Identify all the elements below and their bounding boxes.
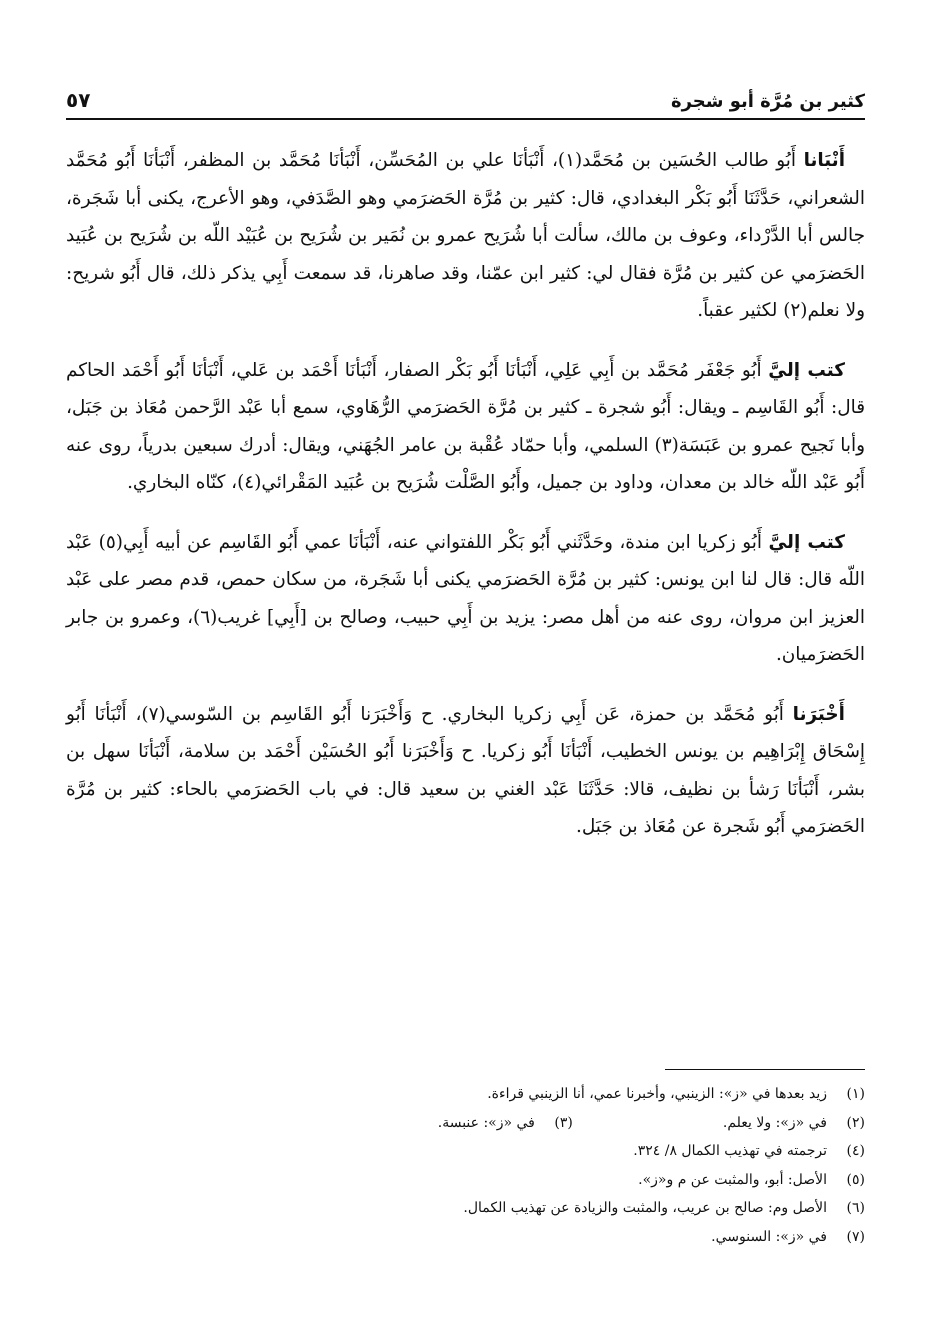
page-number: ٥٧ <box>66 88 91 112</box>
paragraph-lead: أَخْبَرَنا <box>792 703 845 725</box>
paragraph <box>66 142 865 330</box>
footnote <box>66 1223 865 1252</box>
footnote-number: (٧) <box>846 1228 865 1245</box>
footnote-rule <box>665 1069 865 1070</box>
footnote-text: في «ز»: عنبسة. <box>437 1114 535 1131</box>
paragraph <box>66 352 865 502</box>
footnote <box>66 1109 865 1138</box>
footnote-number: (١) <box>846 1086 865 1102</box>
header-rule <box>66 118 865 120</box>
paragraph-text: أَبُو مُحَمَّد بن حمزة، عَن أَبِي زكريا البخاري. ح وَأَخْبَرَنا أَبُو القَاسِم بن السّوسي(٧)، أَنْبَأنَا أَبُو إِسْحَاق إِبْرَاهِيم بن يونس الخطيب، أَنْبَأنَا أَبُو زكريا. ح وَأَخْبَرَنا أَبُو الحُسَيْن أَحْمَد بن سلامة، أَنْبَأنَا سهل بن بشر، أَنْبَأنَا رَشأ بن نظيف، قالا: حَدَّثَنَا عَبْد الغني بن سعيد قال: في باب الحَضرَمي بالحاء: كثير بن مُرَّة الحَضرَمي أَبُو شَجرة عن مُعَاذ بن جَبَل. <box>66 703 865 837</box>
paragraph-text: أَبُو زكريا ابن مندة، وحَدَّثَني أَبُو بَكْر اللفتواني عنه، أَنْبَأنَا عمي أَبُو القَاسِم عن أبيه أَبِي(٥) عَبْد اللّه قال: قال لنا ابن يونس: كثير بن مُرَّة الحَضرَمي يكنى أبا شَجَرة، من سكان حمص، قدم مصر على عَبْد العزيز ابن مروان، روى عنه من أهل مصر: يزيد بن أَبِي حبيب، وصالح بن [أَبِي] غريب(٦)، وعمرو بن جابر الحَضرَميان. <box>66 531 865 665</box>
paragraph-lead: أَنْبَانا <box>803 150 845 171</box>
footnote-number: (٦) <box>846 1200 865 1216</box>
footnote <box>66 1194 865 1223</box>
footnote-number: (٢) <box>846 1114 865 1131</box>
footnote-number: (٥) <box>846 1171 865 1188</box>
main-text <box>66 142 865 868</box>
footnote <box>66 1080 865 1109</box>
footnote-text: الأصل وم: صالح بن عريب، والمثبت والزيادة عن تهذيب الكمال. <box>463 1200 827 1216</box>
paragraph-text: أَبُو جَعْفَر مُحَمَّد بن أَبِي عَلِي، أَنْبَأنَا أَبُو بَكْر الصفار، أَنْبَأنَا أَحْمَد بن عَلي، أَنْبَأنَا أَبُو أَحْمَد الحاكم قال: أَبُو القَاسِم ـ ويقال: أَبُو شجرة ـ كثير بن مُرَّة الحَضرَمي الرُّهَاوي، سمع أبا عَبْد الرَّحمن مُعَاذ بن جَبَل، وأبا نَجيح عمرو بن عَبَسَة(٣) السلمي، وأبا حمّاد عُقْبة بن عامر الجُهَني، ويقال: أدرك سبعين بدرياً، روى عنه أَبُو عَبْد اللّه خالد بن معدان، وداود بن جميل، وأَبُو الصَّلْت شُرَيح بن عُبَيد المَقْرائي(٤)، كنّاه البخاري. <box>66 359 865 493</box>
footnotes <box>66 1080 865 1251</box>
footnote-text: زيد بعدها في «ز»: الزينبي، وأخبرنا عمي، أنا الزينبي قراءة. <box>487 1086 827 1102</box>
paragraph <box>66 524 865 674</box>
footnote-number: (٤) <box>846 1143 865 1159</box>
footnote-text: في «ز»: ولا يعلم. <box>722 1114 827 1131</box>
footnote-text: الأصل: أبو، والمثبت عن م و«ز». <box>638 1171 827 1188</box>
footnote-number: (٣) <box>554 1114 573 1131</box>
footnote <box>66 1166 865 1195</box>
page-header <box>66 78 865 112</box>
footnote-text: في «ز»: السنوسي. <box>711 1228 827 1245</box>
paragraph-lead: كتب إليَّ <box>768 359 845 381</box>
paragraph-lead: كتب إليَّ <box>768 531 846 553</box>
footnote-text: ترجمته في تهذيب الكمال ٨/ ٣٢٤. <box>633 1143 827 1159</box>
running-title: كثير بن مُرَّة أبو شجرة <box>670 91 865 112</box>
paragraph-text: أَبُو طالب الحُسَين بن مُحَمَّد(١)، أَنْبَأنَا علي بن المُحَسِّن، أَنْبَأنَا مُحَمَّد بن المظفر، أَنْبَأنَا أَبُو مُحَمَّد الشعراني، حَدَّثَنَا أَبُو بَكْر البغدادي، قال: كثير بن مُرَّة الحَضرَمي وهو الصَّدَفي، وهو الأعرج، يكنى أبا شَجَرة، جالس أبا الدَّرْداء، وعوف بن مالك، سألت أبا شُرَيح عمرو بن نُمَير بن شُرَيح بن عُبَيْد اللّه بن شُرَيح بن عُبَيد الحَضرَمي عن كثير بن مُرَّة فقال لي: كثير ابن عمّنا، وقد صاهرنا، قد سمعت أَبِي يذكر ذلك، قال أَبُو شريح: ولا نعلم(٢) لكثير عقباً. <box>66 150 865 321</box>
paragraph <box>66 696 865 846</box>
footnote <box>66 1137 865 1166</box>
